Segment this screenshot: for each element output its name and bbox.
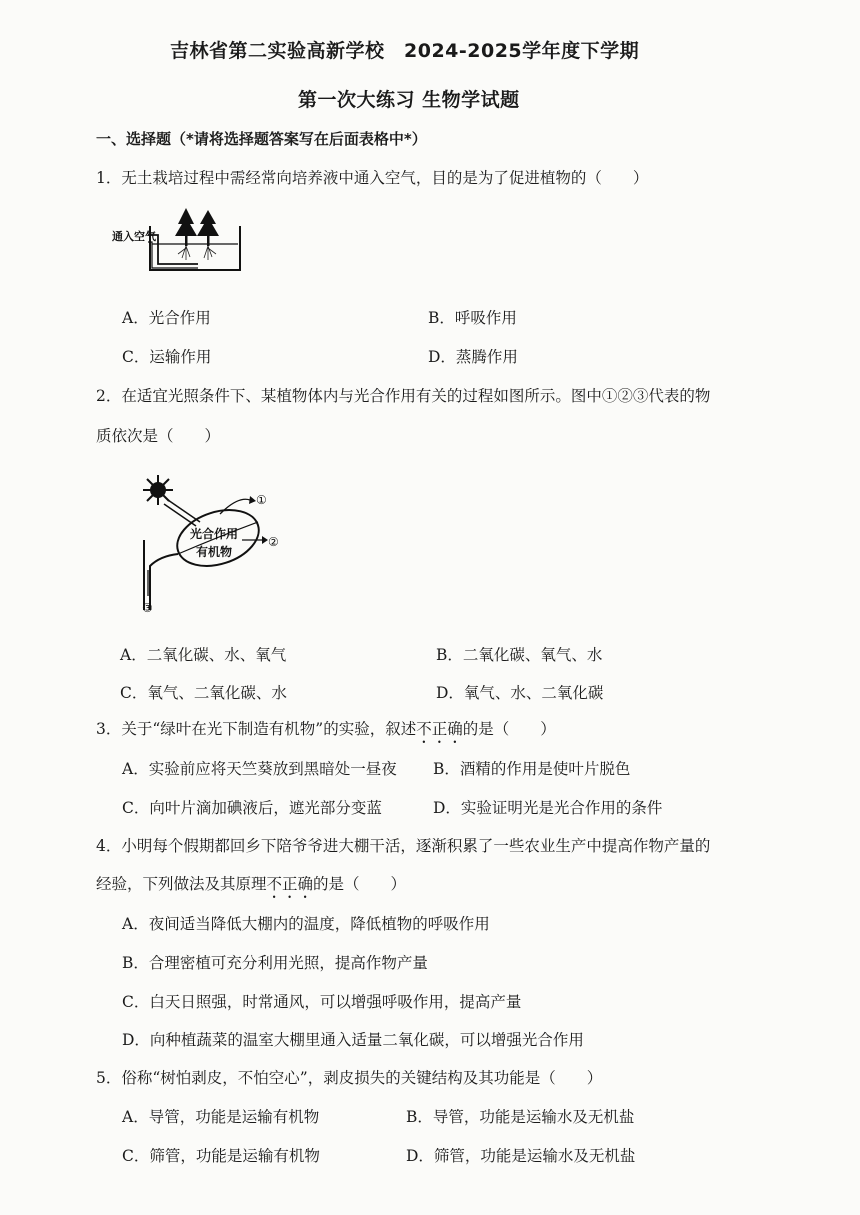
figure-label-organic-matter: 有机物: [196, 545, 233, 559]
question-4-stem-emphasis: 不正确: [266, 875, 314, 893]
exam-title-line2: 第一次大练习 生物学试题: [298, 89, 520, 111]
question-4-option-d: D．向种植蔬菜的温室大棚里通入适量二氧化碳，可以增强光合作用: [122, 1031, 584, 1049]
question-1-option-d: D．蒸腾作用: [428, 348, 518, 366]
question-2-stem-line1: 2．在适宜光照条件下、某植物体内与光合作用有关的过程如图所示。图中①②③代表的物: [96, 387, 711, 405]
question-3-stem: [96, 717, 556, 747]
figure-label-2: ②: [268, 535, 279, 549]
question-3-option-a: A．实验前应将天竺葵放到黑暗处一昼夜: [122, 760, 397, 778]
question-1-option-c: C．运输作用: [122, 348, 212, 366]
question-3-stem-post: 的是（ ）: [462, 720, 556, 738]
question-2-option-a: A．二氧化碳、水、氧气: [120, 646, 287, 664]
figure-label-1: ①: [256, 493, 267, 507]
question-1-stem: 1．无土栽培过程中需经常向培养液中通入空气，目的是为了促进植物的（ ）: [96, 169, 649, 187]
question-3-stem-pre: 3．关于“绿叶在光下制造有机物”的实验，叙述: [96, 720, 417, 738]
hydroponics-figure: [112, 202, 252, 278]
question-4-stem-post: 的是（ ）: [313, 875, 407, 893]
exam-title-line1: 吉林省第二实验高新学校 2024-2025学年度下学期: [170, 40, 640, 62]
question-4-option-b: B．合理密植可充分利用光照，提高作物产量: [122, 954, 428, 972]
question-4-stem-pre: 经验，下列做法及其原理: [96, 875, 267, 893]
figure-label-3: ③: [142, 601, 153, 615]
question-4-stem-line2: [96, 872, 406, 902]
question-5-option-a: A．导管，功能是运输有机物: [122, 1108, 320, 1126]
question-1-option-a: A．光合作用: [122, 309, 211, 327]
question-5-option-b: B．导管，功能是运输水及无机盐: [406, 1108, 635, 1126]
question-3-stem-emphasis: 不正确: [416, 720, 463, 738]
question-5-option-d: D．筛管，功能是运输水及无机盐: [406, 1147, 636, 1165]
question-4-option-a: A．夜间适当降低大棚内的温度，降低植物的呼吸作用: [122, 915, 490, 933]
question-3-option-d: D．实验证明光是光合作用的条件: [433, 799, 663, 817]
question-2-stem-line2: 质依次是（ ）: [96, 427, 221, 445]
question-2-option-c: C．氧气、二氧化碳、水: [120, 684, 287, 702]
section-heading: 一、选择题（*请将选择题答案写在后面表格中*）: [96, 130, 427, 148]
question-4-option-c: C．白天日照强，时常通风，可以增强呼吸作用，提高产量: [122, 993, 522, 1011]
question-5-option-c: C．筛管，功能是运输有机物: [122, 1147, 320, 1165]
photosynthesis-figure: [130, 470, 280, 620]
figure-label-air-in: 通入空气: [112, 230, 156, 243]
figure-label-photosynthesis: 光合作用: [190, 527, 239, 541]
question-2-option-b: B．二氧化碳、氧气、水: [436, 646, 603, 664]
question-2-option-d: D．氧气、水、二氧化碳: [436, 684, 604, 702]
question-4-stem-line1: 4．小明每个假期都回乡下陪爷爷进大棚干活，逐渐积累了一些农业生产中提高作物产量的: [96, 837, 711, 855]
question-3-option-c: C．向叶片滴加碘液后，遮光部分变蓝: [122, 799, 382, 817]
question-5-stem: 5．俗称“树怕剥皮，不怕空心”，剥皮损失的关键结构及其功能是（ ）: [96, 1069, 603, 1087]
question-3-option-b: B．酒精的作用是使叶片脱色: [433, 760, 631, 778]
question-1-option-b: B．呼吸作用: [428, 309, 517, 327]
